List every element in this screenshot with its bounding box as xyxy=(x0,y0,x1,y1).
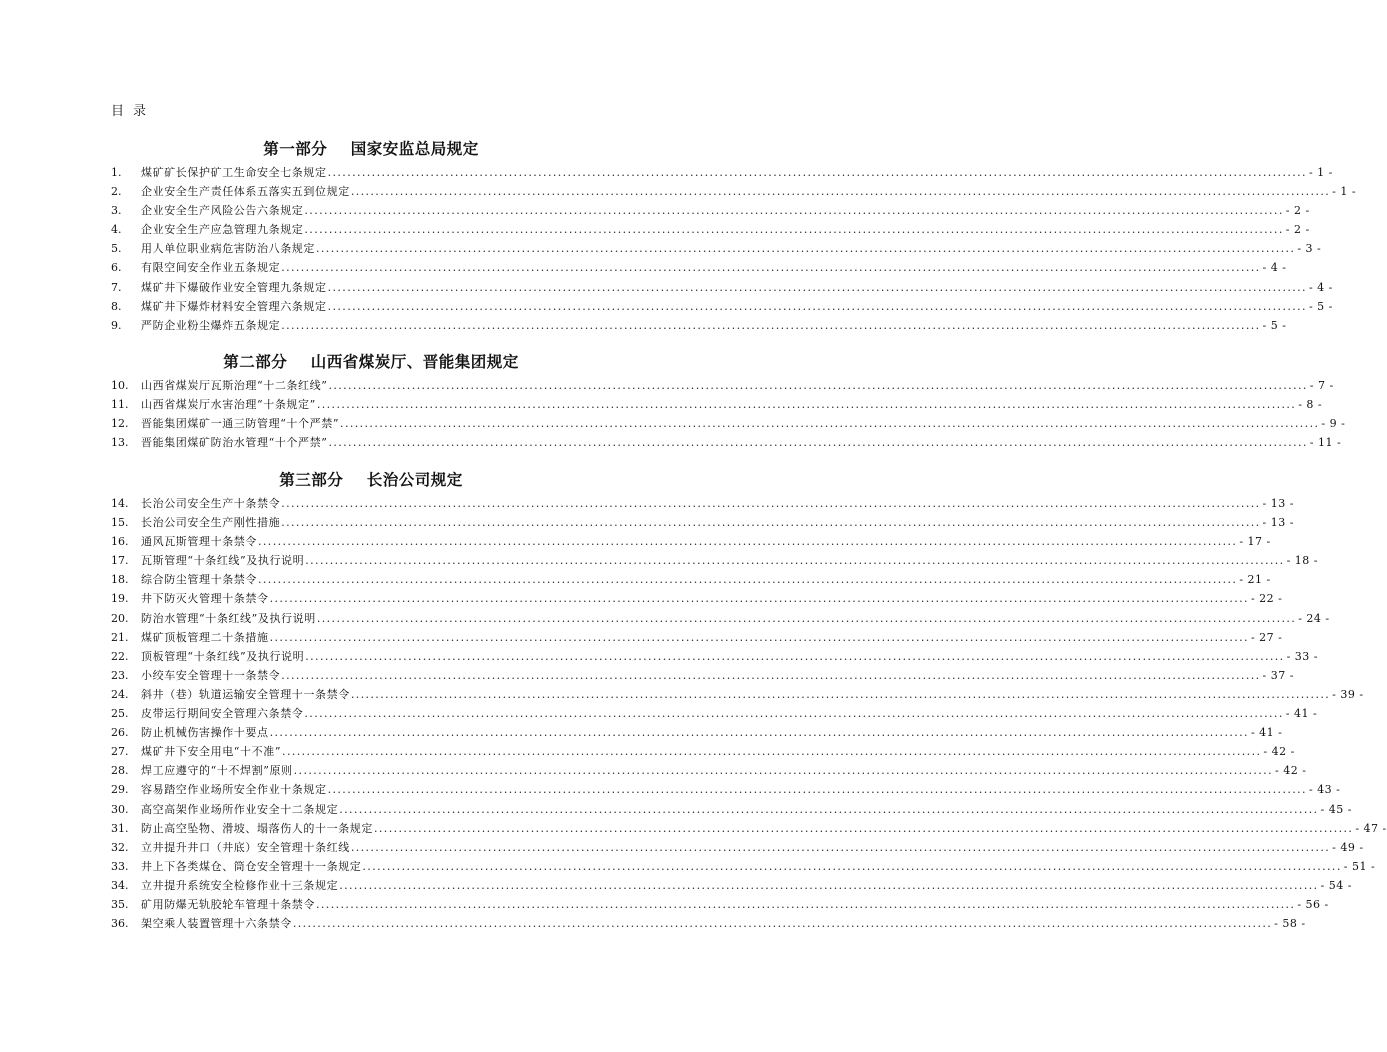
toc-entry[interactable] xyxy=(111,298,1333,317)
toc-entry-page-number: - 13 - xyxy=(1262,516,1294,530)
part-3-title: 第三部分 长治公司规定 xyxy=(279,470,463,489)
toc-entry-leader-dots: ........................................................................................................................................................................................................ xyxy=(304,707,1284,721)
toc-entry-number: 9. xyxy=(111,318,122,332)
toc-entry-number: 18. xyxy=(111,573,129,587)
toc-entry-title: 立井提升系统安全检修作业十三条规定 xyxy=(141,878,339,892)
toc-entry[interactable] xyxy=(111,648,1319,667)
toc-entry-number: 30. xyxy=(111,802,129,816)
toc-entry-title: 斜井（巷）轨道运输安全管理十一条禁令 xyxy=(141,687,350,701)
toc-entry[interactable] xyxy=(111,877,1352,896)
toc-entry-page-number: - 13 - xyxy=(1262,497,1294,510)
toc-heading-char-2: 录 xyxy=(133,104,147,119)
toc-entry-leader-dots: ........................................................................................................................................................................................................ xyxy=(281,497,1261,510)
toc-entry[interactable] xyxy=(111,377,1334,396)
toc-entry-page-number: - 42 - xyxy=(1274,764,1307,778)
toc-entry[interactable] xyxy=(111,896,1329,915)
part-1-entries xyxy=(111,164,1357,336)
toc-entry-title: 井下防灭火管理十条禁令 xyxy=(141,592,269,606)
toc-entry-title: 井上下各类煤仓、筒仓安全管理十一条规定 xyxy=(141,859,362,873)
toc-entry-page-number: - 4 - xyxy=(1262,261,1287,275)
toc-entry-number: 10. xyxy=(111,379,129,392)
toc-entry[interactable] xyxy=(111,202,1310,221)
toc-entry-number: 17. xyxy=(111,554,129,568)
toc-entry-title: 架空乘人装置管理十六条禁令 xyxy=(141,917,292,931)
toc-entry-number: 7. xyxy=(111,280,122,294)
toc-entry-page-number: - 41 - xyxy=(1285,707,1318,721)
toc-entry[interactable] xyxy=(111,724,1283,743)
toc-entry-page-number: - 4 - xyxy=(1308,280,1333,294)
toc-entry-number: 27. xyxy=(111,745,129,759)
toc-entry-page-number: - 7 - xyxy=(1309,379,1334,392)
toc-entry-title: 长治公司安全生产十条禁令 xyxy=(141,497,281,510)
toc-entry-number: 32. xyxy=(111,840,129,854)
toc-entry[interactable] xyxy=(111,629,1283,648)
toc-entry-page-number: - 8 - xyxy=(1298,398,1323,412)
toc-entry-leader-dots: ........................................................................................................................................................................................................ xyxy=(269,726,1249,740)
toc-entry-number: 33. xyxy=(111,859,129,873)
toc-entry-number: 14. xyxy=(111,497,129,510)
toc-entry-number: 20. xyxy=(111,611,129,625)
toc-entry-page-number: - 11 - xyxy=(1309,436,1342,450)
toc-entry[interactable] xyxy=(111,743,1295,762)
toc-entry[interactable] xyxy=(111,686,1364,705)
toc-entry-page-number: - 33 - xyxy=(1286,649,1319,663)
toc-entry-leader-dots: ........................................................................................................................................................................................................ xyxy=(362,859,1342,873)
toc-entry-leader-dots: ........................................................................................................................................................................................................ xyxy=(350,185,1331,199)
toc-entry-leader-dots: ........................................................................................................................................................................................................ xyxy=(328,436,1308,450)
toc-entry-title: 通风瓦斯管理十条禁令 xyxy=(141,535,257,549)
toc-entry-number: 12. xyxy=(111,417,129,431)
toc-entry-page-number: - 5 - xyxy=(1262,318,1287,332)
toc-entry-number: 4. xyxy=(111,223,122,237)
toc-entry-number: 3. xyxy=(111,204,122,218)
toc-entry[interactable] xyxy=(111,164,1333,183)
toc-entry-title: 瓦斯管理“十条红线”及执行说明 xyxy=(141,554,305,568)
toc-entry-title: 煤矿井下爆破作业安全管理九条规定 xyxy=(141,280,327,294)
toc-entry-page-number: - 5 - xyxy=(1308,299,1333,313)
toc-entry-title: 煤矿井下安全用电“十不准” xyxy=(141,745,282,759)
toc-entry-page-number: - 9 - xyxy=(1321,417,1346,431)
toc-entry-title: 防止高空坠物、滑坡、塌落伤人的十一条规定 xyxy=(141,821,373,835)
toc-entry-leader-dots: ........................................................................................................................................................................................................ xyxy=(305,554,1285,568)
toc-entry-leader-dots: ........................................................................................................................................................................................................ xyxy=(316,398,1297,412)
toc-entry-title: 企业安全生产责任体系五落实五到位规定 xyxy=(141,185,350,199)
toc-entry-title: 立井提升井口（井底）安全管理十条红线 xyxy=(141,840,350,854)
toc-entry-leader-dots: ........................................................................................................................................................................................................ xyxy=(281,318,1261,332)
toc-entry-page-number: - 56 - xyxy=(1297,897,1329,911)
toc-entry-leader-dots: ........................................................................................................................................................................................................ xyxy=(350,687,1331,701)
toc-entry[interactable] xyxy=(111,221,1310,240)
toc-entry-number: 25. xyxy=(111,707,129,721)
toc-entry-number: 28. xyxy=(111,764,129,778)
toc-entry-number: 1. xyxy=(111,166,122,179)
toc-entry-title: 企业安全生产应急管理九条规定 xyxy=(141,223,304,237)
toc-entry-number: 13. xyxy=(111,436,129,450)
toc-entry[interactable] xyxy=(111,317,1287,336)
toc-entry[interactable] xyxy=(111,495,1294,514)
toc-entry-title: 长治公司安全生产刚性措施 xyxy=(141,516,281,530)
toc-entry-number: 19. xyxy=(111,592,129,606)
toc-entry-page-number: - 22 - xyxy=(1250,592,1283,606)
toc-entry[interactable] xyxy=(111,781,1341,800)
toc-entry-leader-dots: ........................................................................................................................................................................................................ xyxy=(339,878,1319,892)
toc-entry-leader-dots: ........................................................................................................................................................................................................ xyxy=(327,166,1307,179)
toc-entry-title: 严防企业粉尘爆炸五条规定 xyxy=(141,318,281,332)
toc-entry[interactable] xyxy=(111,514,1294,533)
toc-entry-leader-dots: ........................................................................................................................................................................................................ xyxy=(281,261,1261,275)
toc-entry-page-number: - 17 - xyxy=(1239,535,1271,549)
toc-entry-title: 煤矿顶板管理二十条措施 xyxy=(141,630,269,644)
toc-entry-number: 34. xyxy=(111,878,129,892)
toc-entry-title: 有限空间安全作业五条规定 xyxy=(141,261,281,275)
toc-entry-leader-dots: ........................................................................................................................................................................................................ xyxy=(258,535,1238,549)
toc-entry-number: 36. xyxy=(111,917,129,931)
toc-entry-number: 29. xyxy=(111,783,129,797)
toc-entry-leader-dots: ........................................................................................................................................................................................................ xyxy=(304,223,1284,237)
toc-entry-page-number: - 24 - xyxy=(1298,611,1330,625)
toc-entry-number: 21. xyxy=(111,630,129,644)
toc-entry[interactable] xyxy=(111,610,1330,629)
toc-entry-leader-dots: ........................................................................................................................................................................................................ xyxy=(327,783,1307,797)
toc-entry[interactable] xyxy=(111,858,1376,877)
toc-entry-leader-dots: ........................................................................................................................................................................................................ xyxy=(258,573,1238,587)
toc-entry[interactable] xyxy=(111,183,1357,202)
toc-entry-leader-dots: ........................................................................................................................................................................................................ xyxy=(293,764,1273,778)
toc-entry-title: 综合防尘管理十条禁令 xyxy=(141,573,257,587)
toc-entry-leader-dots: ........................................................................................................................................................................................................ xyxy=(305,649,1285,663)
toc-entry-page-number: - 3 - xyxy=(1297,242,1322,256)
toc-entry[interactable] xyxy=(111,396,1323,415)
toc-entry-page-number: - 54 - xyxy=(1320,878,1352,892)
toc-entry-leader-dots: ........................................................................................................................................................................................................ xyxy=(316,611,1297,625)
toc-entry[interactable] xyxy=(111,762,1307,781)
toc-entry-title: 顶板管理“十条红线”及执行说明 xyxy=(141,649,305,663)
toc-entry-title: 用人单位职业病危害防治八条规定 xyxy=(141,242,315,256)
toc-entry-page-number: - 49 - xyxy=(1332,840,1364,854)
toc-entry[interactable] xyxy=(111,415,1346,434)
toc-entry[interactable] xyxy=(111,533,1271,552)
toc-entry-leader-dots: ........................................................................................................................................................................................................ xyxy=(282,745,1262,759)
toc-entry-page-number: - 2 - xyxy=(1285,204,1310,218)
toc-entry-number: 26. xyxy=(111,726,129,740)
toc-entry-title: 矿用防爆无轨胶轮车管理十条禁令 xyxy=(141,897,315,911)
toc-entry-number: 2. xyxy=(111,185,122,199)
toc-entry-leader-dots: ........................................................................................................................................................................................................ xyxy=(292,917,1273,931)
toc-entry-title: 皮带运行期间安全管理六条禁令 xyxy=(141,707,304,721)
toc-entry-leader-dots: ........................................................................................................................................................................................................ xyxy=(316,897,1296,911)
toc-entry-title: 防治水管理“十条红线”及执行说明 xyxy=(141,611,316,625)
toc-entry[interactable] xyxy=(111,801,1352,820)
toc-entry-number: 24. xyxy=(111,687,129,701)
toc-heading-char-1: 目 xyxy=(111,104,125,119)
toc-entry-leader-dots: ........................................................................................................................................................................................................ xyxy=(340,417,1320,431)
toc-entry-number: 6. xyxy=(111,261,122,275)
toc-entry[interactable] xyxy=(111,667,1294,686)
part-2-title: 第二部分 山西省煤炭厅、晋能集团规定 xyxy=(223,352,519,371)
toc-entry-number: 16. xyxy=(111,535,129,549)
toc-entry-title: 山西省煤炭厅瓦斯治理“十二条红线” xyxy=(141,379,328,392)
toc-entry-title: 煤矿井下爆炸材料安全管理六条规定 xyxy=(141,299,327,313)
toc-entry[interactable] xyxy=(111,839,1364,858)
part-1-title: 第一部分 国家安监总局规定 xyxy=(263,139,479,158)
toc-entry[interactable] xyxy=(111,705,1318,724)
toc-entry-page-number: - 18 - xyxy=(1286,554,1319,568)
toc-entry[interactable] xyxy=(111,820,1387,839)
toc-entry-page-number: - 41 - xyxy=(1250,726,1283,740)
toc-entry-leader-dots: ........................................................................................................................................................................................................ xyxy=(328,379,1308,392)
toc-entry-page-number: - 21 - xyxy=(1239,573,1271,587)
toc-entry-title: 晋能集团煤矿一通三防管理“十个严禁” xyxy=(141,417,340,431)
toc-entry-leader-dots: ........................................................................................................................................................................................................ xyxy=(350,840,1331,854)
toc-entry-page-number: - 27 - xyxy=(1250,630,1283,644)
toc-entry-title: 山西省煤炭厅水害治理“十条规定” xyxy=(141,398,316,412)
toc-entry-number: 31. xyxy=(111,821,129,835)
toc-entry-page-number: - 58 - xyxy=(1274,917,1306,931)
toc-entry-title: 容易踏空作业场所安全作业十条规定 xyxy=(141,783,327,797)
toc-entry-page-number: - 37 - xyxy=(1262,668,1294,682)
toc-entry-title: 企业安全生产风险公告六条规定 xyxy=(141,204,304,218)
toc-entry-title: 小绞车安全管理十一条禁令 xyxy=(141,668,281,682)
toc-entry[interactable] xyxy=(111,434,1342,453)
toc-entry-leader-dots: ........................................................................................................................................................................................................ xyxy=(281,516,1261,530)
toc-entry-title: 高空高架作业场所作业安全十二条规定 xyxy=(141,802,339,816)
toc-entry-leader-dots: ........................................................................................................................................................................................................ xyxy=(339,802,1319,816)
toc-entry-leader-dots: ........................................................................................................................................................................................................ xyxy=(269,630,1249,644)
toc-entry-number: 8. xyxy=(111,299,122,313)
toc-entry-page-number: - 2 - xyxy=(1285,223,1310,237)
toc-entry[interactable] xyxy=(111,552,1319,571)
toc-entry-leader-dots: ........................................................................................................................................................................................................ xyxy=(327,299,1307,313)
toc-entry-page-number: - 42 - xyxy=(1263,745,1295,759)
toc-entry-page-number: - 51 - xyxy=(1343,859,1376,873)
toc-entry-leader-dots: ........................................................................................................................................................................................................ xyxy=(316,242,1296,256)
toc-heading xyxy=(111,100,146,119)
toc-entry-page-number: - 43 - xyxy=(1308,783,1341,797)
toc-entry-page-number: - 47 - xyxy=(1355,821,1387,835)
toc-entry-number: 22. xyxy=(111,649,129,663)
toc-entry[interactable] xyxy=(111,259,1287,278)
toc-entry-number: 5. xyxy=(111,242,122,256)
toc-entry-number: 15. xyxy=(111,516,129,530)
toc-entry[interactable] xyxy=(111,279,1333,298)
toc-entry[interactable] xyxy=(111,915,1306,934)
toc-entry-leader-dots: ........................................................................................................................................................................................................ xyxy=(281,668,1261,682)
part-3-entries xyxy=(111,495,1387,934)
toc-entry-title: 煤矿矿长保护矿工生命安全七条规定 xyxy=(141,166,327,179)
toc-entry[interactable] xyxy=(111,590,1283,609)
toc-entry[interactable] xyxy=(111,240,1322,259)
toc-entry-title: 晋能集团煤矿防治水管理“十个严禁” xyxy=(141,436,328,450)
toc-entry-page-number: - 1 - xyxy=(1308,166,1333,179)
toc-entry-leader-dots: ........................................................................................................................................................................................................ xyxy=(327,280,1307,294)
toc-entry-page-number: - 45 - xyxy=(1320,802,1352,816)
part-2-entries xyxy=(111,377,1346,453)
toc-entry-title: 焊工应遵守的“十不焊割”原则 xyxy=(141,764,293,778)
toc-entry-leader-dots: ........................................................................................................................................................................................................ xyxy=(374,821,1354,835)
toc-entry-number: 11. xyxy=(111,398,129,412)
toc-entry-page-number: - 1 - xyxy=(1332,185,1357,199)
toc-entry-leader-dots: ........................................................................................................................................................................................................ xyxy=(269,592,1249,606)
toc-entry-page-number: - 39 - xyxy=(1332,687,1364,701)
toc-entry[interactable] xyxy=(111,571,1271,590)
toc-entry-leader-dots: ........................................................................................................................................................................................................ xyxy=(304,204,1284,218)
toc-entry-title: 防止机械伤害操作十要点 xyxy=(141,726,269,740)
toc-entry-number: 23. xyxy=(111,668,129,682)
toc-entry-number: 35. xyxy=(111,897,129,911)
